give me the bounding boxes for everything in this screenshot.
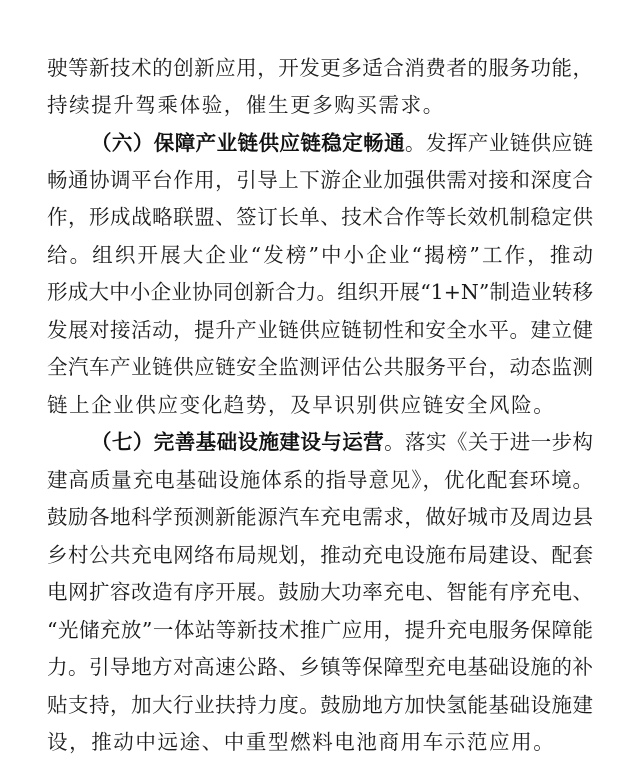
text-line-10: 链上企业供应变化趋势，及早识别供应链安全风险。 xyxy=(47,393,556,417)
section-six-text: 。发挥产业链供应链 xyxy=(405,131,594,155)
text-line-19: 设，推动中远途、中重型燃料电池商用车示范应用。 xyxy=(47,730,556,754)
text-line-6: 给。组织开展大企业“发榜”中小企业“揭榜”工作，推动 xyxy=(47,243,593,267)
text-line-12: 建高质量充电基础设施体系的指导意见》，优化配套环境。 xyxy=(47,468,593,492)
text-line-13: 鼓励各地科学预测新能源汽车充电需求，做好城市及周边县 xyxy=(47,505,593,529)
section-six-heading: （六）保障产业链供应链稳定畅通 xyxy=(91,131,406,155)
text-line-1: 驶等新技术的创新应用，开发更多适合消费者的服务功能， xyxy=(47,56,593,80)
text-line-5: 作，形成战略联盟、签订长单、技术合作等长效机制稳定供 xyxy=(47,205,593,229)
text-line-9: 全汽车产业链供应链安全监测评估公共服务平台，动态监测 xyxy=(47,355,593,379)
text-line-7: 形成大中小企业协同创新合力。组织开展“1+N”制造业转移 xyxy=(47,280,593,304)
text-line-4: 畅通协调平台作用，引导上下游企业加强供需对接和深度合 xyxy=(47,168,593,192)
text-line-15: 电网扩容改造有序开展。鼓励大功率充电、智能有序充电、 xyxy=(47,580,593,604)
text-line-17: 力。引导地方对高速公路、乡镇等保障型充电基础设施的补 xyxy=(47,655,593,679)
text-line-16: “光储充放”一体站等新技术推广应用，提升充电服务保障能 xyxy=(47,618,593,642)
section-six-first-line xyxy=(91,129,593,157)
text-line-14: 乡村公共充电网络布局规划，推动充电设施布局建设、配套 xyxy=(47,543,593,567)
text-line-18: 贴支持，加大行业扶持力度。鼓励地方加快氢能基础设施建 xyxy=(47,693,593,717)
text-line-2: 持续提升驾乘体验，催生更多购买需求。 xyxy=(47,93,445,117)
section-seven-text: 。落实《关于进一步构 xyxy=(384,430,594,454)
text-line-8: 发展对接活动，提升产业链供应链韧性和安全水平。建立健 xyxy=(47,318,593,342)
section-seven-first-line xyxy=(91,428,593,456)
section-seven-heading: （七）完善基础设施建设与运营 xyxy=(91,430,385,454)
